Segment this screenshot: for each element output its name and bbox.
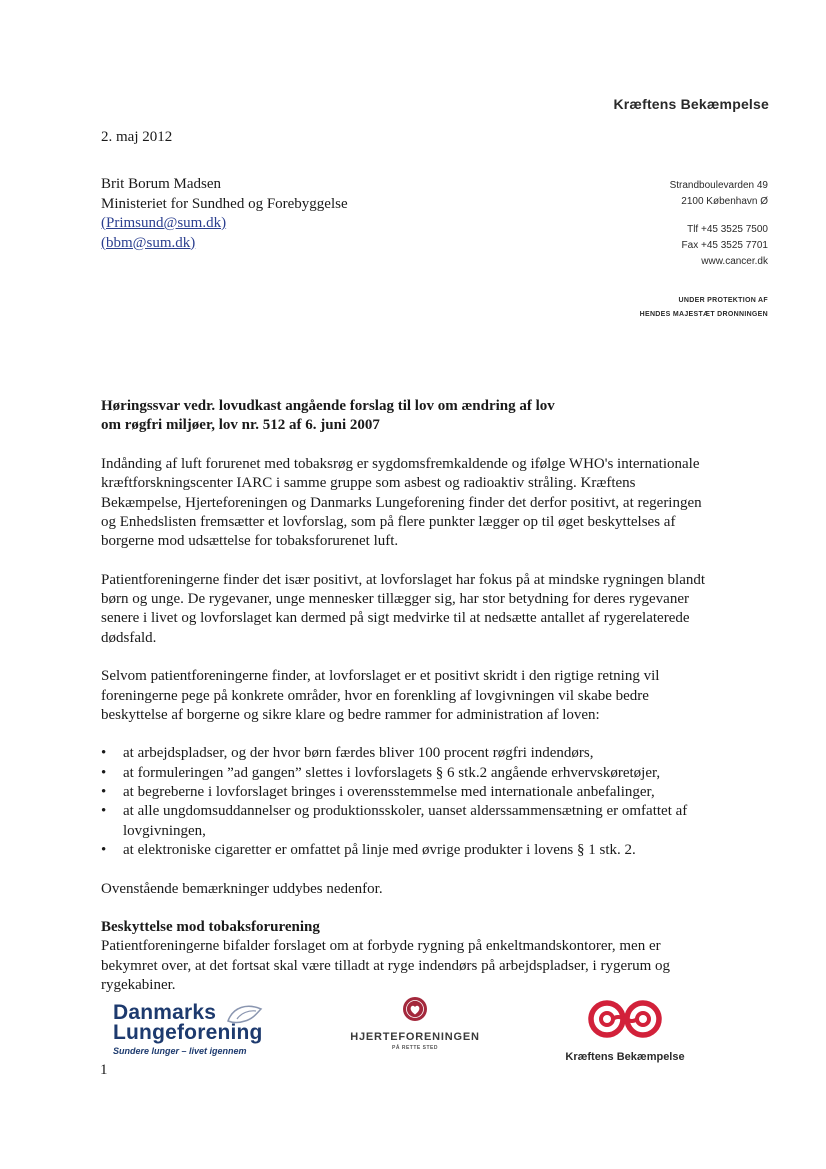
recommendation-list [101,744,713,860]
list-item [101,783,713,802]
sender-fax: Fax +45 3525 7701 [681,240,768,251]
bullet-icon: • [101,803,107,820]
sender-phone: Tlf +45 3525 7500 [687,224,768,235]
list-item-text: at formuleringen ”ad gangen” slettes i lovforslagets § 6 stk.2 angående erhvervskøretøjer, [123,764,661,781]
list-item-text: at begreberne i lovforslaget bringes i overensstemmelse med internationale anbefalinger, [123,784,655,801]
kraeft-infinity-icon [588,1000,662,1038]
section-heading: Beskyttelse mod tobaksforurening [101,919,320,936]
lunge-logo-tagline: Sundere lunger – livet igennem [113,1046,247,1056]
list-item-text: at elektroniske cigaretter er omfattet på linje med øvrige produkter i lovens § 1 stk. 2. [123,841,636,858]
sender-city: 2100 København Ø [681,196,768,207]
list-item [101,744,713,763]
bullet-icon: • [101,784,107,801]
subject-line-2: om røgfri miljøer, lov nr. 512 af 6. juni 2007 [101,417,380,433]
royal-protection-note [640,294,768,322]
brand-header: Kræftens Bekæmpelse [613,96,769,112]
subject-line-1: Høringssvar vedr. lovudkast angående forslag til lov om ændring af lov [101,398,555,414]
letter-body [101,455,713,1015]
sender-street: Strandboulevarden 49 [669,180,768,191]
body-paragraph-4: Ovenstående bemærkninger uddybes nedenfor. [101,880,383,897]
list-item [101,841,713,860]
lung-icon [225,1003,265,1025]
hjerte-logo-name: HJERTEFORENINGEN [350,1031,480,1043]
lunge-logo-line-1: Danmarks [113,1001,217,1024]
lunge-logo-line-2: Lungeforening [113,1021,263,1044]
kraeftens-bekaempelse-logo [565,1000,685,1063]
body-paragraph-1: Indånding af luft forurenet med tobaksrøg er sygdomsfremkaldende og ifølge WHO's internationale kræftforskningscenter IARC i samme gruppe som asbest og radioaktiv stråling. Kræftens Bekæmpelse, Hjerteforeningen og Danmarks Lungeforening finder det derfor positivt, at regeringen og Enhedslisten fremsætter et lovforslag, som på flere punkter lægger op til øget beskyttelses af borgerne mod udsættelse for tobaksforurenet luft. [101,456,702,550]
danmarks-lungeforening-logo [113,1003,263,1056]
letter-subject [101,397,701,435]
protection-line-2: HENDES MAJESTÆT DRONNINGEN [639,311,768,318]
list-item-text: at arbejdspladser, og der hvor børn færdes bliver 100 procent røgfri indendørs, [123,745,594,762]
hjerte-logo-tagline: PÅ RETTE STED [392,1045,438,1051]
list-item [101,764,713,783]
page-number: 1 [100,1062,108,1078]
body-paragraph-2: Patientforeningerne finder det især positivt, at lovforslaget har fokus på at mindske rygningen blandt børn og unge. De rygevaner, unge mennesker tillægger sig, har stor betydning for deres rygevaner senere i livet og lovforslaget kan dermed på sigt medvirke til at nedsætte antallet af rygerelaterede dødsfald. [101,571,706,646]
body-paragraph-5: Patientforeningerne bifalder forslaget om at forbyde rygning på enkeltmandskontorer, men er bekymret over, at det fortsat skal være tilladt at ryge indendørs på arbejdspladser, i rygerum og rygekabiner. [101,938,671,994]
recipient-email-link-1[interactable]: (Primsund@sum.dk) [101,215,227,231]
sender-address-block [670,178,768,270]
protection-line-1: UNDER PROTEKTION AF [678,297,768,304]
heart-emblem-icon [402,996,428,1022]
list-item [101,802,713,841]
sender-website: www.cancer.dk [701,256,768,267]
recipient-email-link-2[interactable]: (bbm@sum.dk) [101,234,196,251]
bullet-icon: • [101,841,107,858]
letter-date: 2. maj 2012 [101,129,173,145]
recipient-block [101,175,348,253]
body-paragraph-3: Selvom patientforeningerne finder, at lovforslaget er et positivt skridt i den rigtige retning vil foreningerne pege på konkrete områder, hvor en forenkling af lovgivningen vil skabe bedre beskyttelse af borgerne og sikre klare og bedre rammer for administration af loven: [101,668,660,723]
kraeft-logo-name: Kræftens Bekæmpelse [565,1051,685,1063]
list-item-text: at alle ungdomsuddannelser og produktionsskoler, uanset alderssammensætning er omfattet af lovgivningen, [123,803,688,839]
bullet-icon: • [101,764,107,781]
recipient-organization: Ministeriet for Sundhed og Forebyggelse [101,195,348,212]
recipient-name: Brit Borum Madsen [101,176,221,192]
hjerteforeningen-logo [345,996,485,1051]
bullet-icon: • [101,745,107,762]
